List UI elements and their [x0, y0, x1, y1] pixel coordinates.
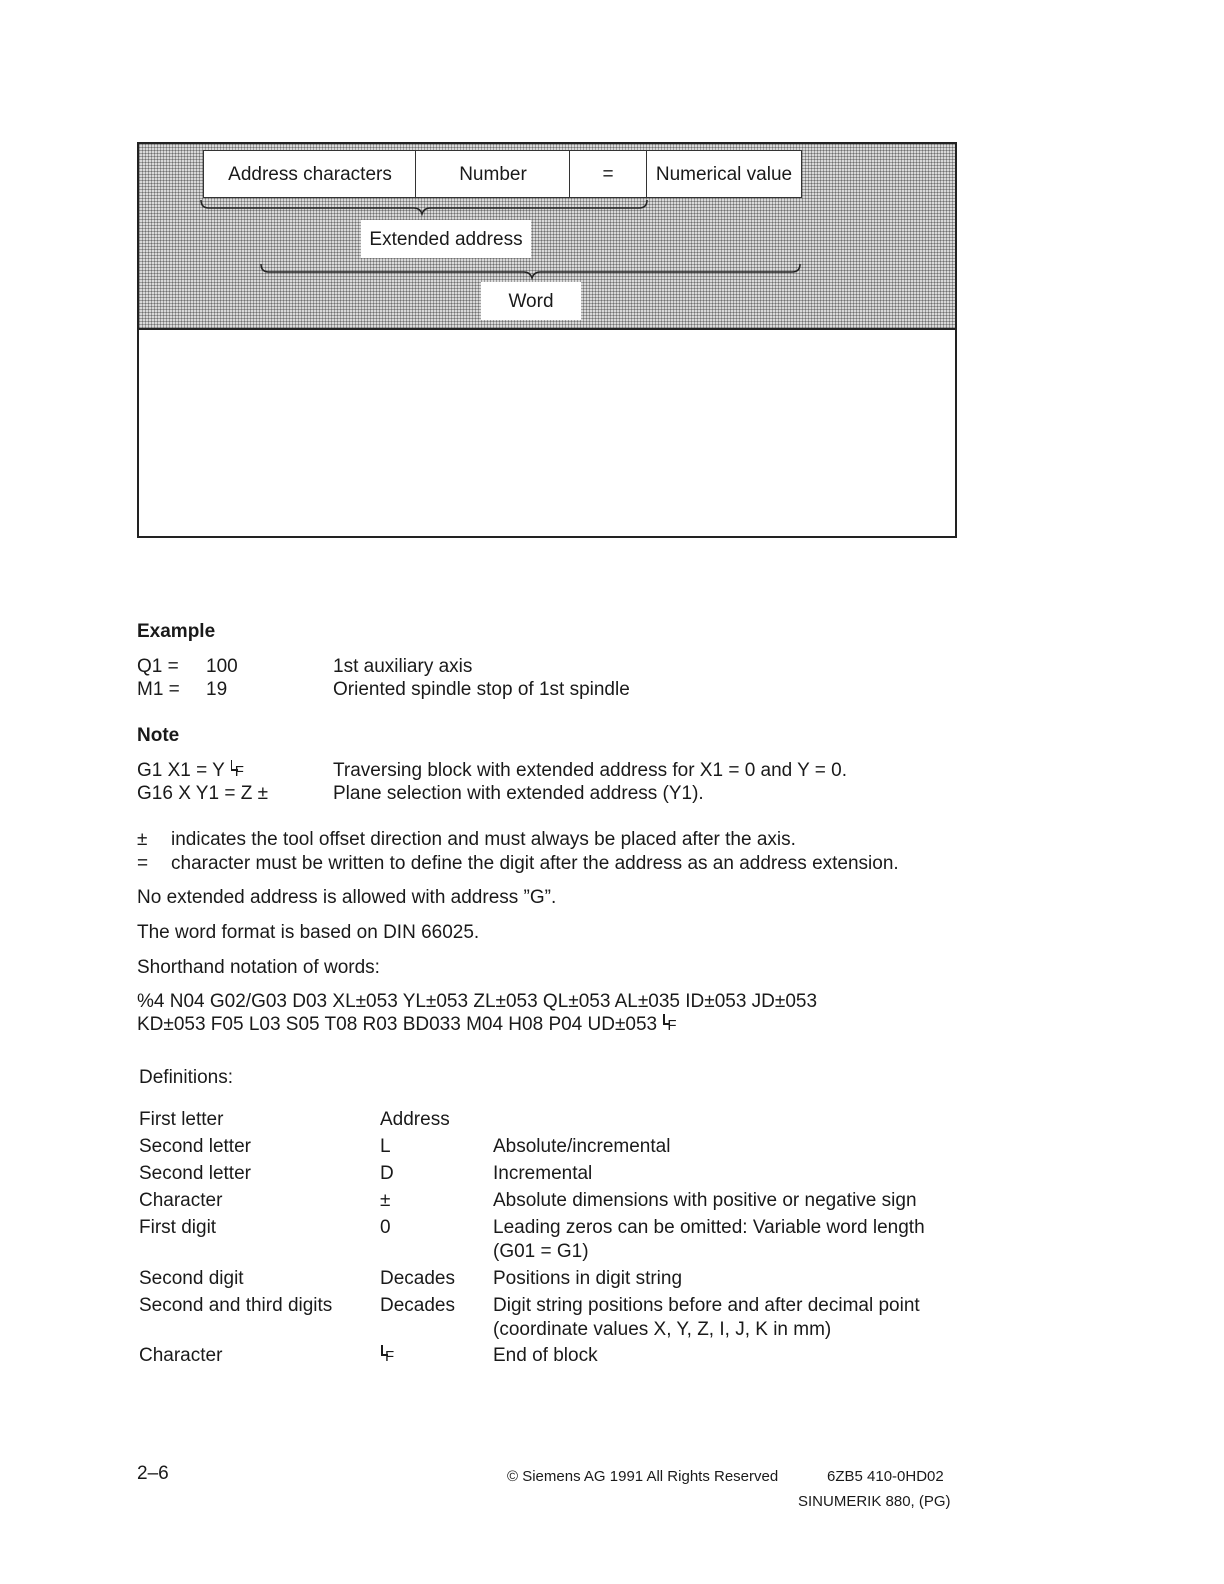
note-row-2-desc: Plane selection with extended address (Y1). — [333, 783, 704, 804]
definitions-heading: Definitions: — [139, 1067, 233, 1088]
note-row-1-desc: Traversing block with extended address for X1 = 0 and Y = 0. — [333, 760, 848, 781]
def-symbol: 0 — [380, 1217, 391, 1238]
example-row-1-desc: 1st auxiliary axis — [333, 656, 473, 677]
def-meaning: Incremental — [493, 1163, 593, 1184]
note-row-1-code — [137, 759, 246, 782]
def-meaning: Absolute dimensions with positive or negative sign — [493, 1190, 917, 1211]
def-term: Character — [139, 1190, 223, 1211]
def-symbol: D — [380, 1163, 394, 1184]
para-din: The word format is based on DIN 66025. — [137, 922, 480, 943]
def-term: Character — [139, 1345, 223, 1366]
def-meaning-cont: (G01 = G1) — [493, 1241, 589, 1262]
equals-label: = — [602, 163, 614, 185]
def-term: Second letter — [139, 1163, 251, 1184]
line-feed-symbol: F — [662, 1014, 678, 1034]
def-term: Second and third digits — [139, 1295, 333, 1316]
def-meaning: Absolute/incremental — [493, 1136, 671, 1157]
symbol-plusminus-text: indicates the tool offset direction and must always be placed after the axis. — [171, 829, 796, 850]
number-label: Number — [459, 163, 527, 185]
def-symbol: Address — [380, 1109, 450, 1130]
def-symbol: Decades — [380, 1268, 455, 1289]
symbol-equals-text: character must be written to define the digit after the address as an address extension. — [171, 853, 899, 874]
def-meaning-cont: (coordinate values X, Y, Z, I, J, K in mm) — [493, 1319, 832, 1340]
para-shorthand: Shorthand notation of words: — [137, 957, 380, 978]
copyright-notice: © Siemens AG 1991 All Rights Reserved — [507, 1468, 779, 1485]
def-meaning: Digit string positions before and after decimal point — [493, 1295, 920, 1316]
def-meaning: Leading zeros can be omitted: Variable word length — [493, 1217, 925, 1238]
example-row-1-code: Q1 = — [137, 656, 179, 677]
product-name: SINUMERIK 880, (PG) — [798, 1493, 951, 1510]
order-number: 6ZB5 410-0HD02 — [827, 1468, 944, 1485]
def-term: Second letter — [139, 1136, 251, 1157]
note-row-1-code-text: G1 X1 = Y — [137, 760, 225, 781]
extended-address-label-box — [361, 220, 531, 258]
example-heading: Example — [137, 621, 216, 642]
def-term: Second digit — [139, 1268, 244, 1289]
example-row-2-desc: Oriented spindle stop of 1st spindle — [333, 679, 630, 700]
note-heading: Note — [137, 725, 180, 746]
def-symbol: ± — [380, 1190, 391, 1211]
example-row-2-value: 19 — [206, 679, 228, 700]
para-no-extended-address: No extended address is allowed with address ”G”. — [137, 887, 557, 908]
def-symbol: Decades — [380, 1295, 455, 1316]
word-label-box — [481, 282, 581, 320]
def-meaning: End of block — [493, 1345, 598, 1366]
word-structure-figure — [137, 142, 957, 538]
word-label: Word — [508, 290, 554, 312]
word-brace — [261, 264, 800, 278]
shorthand-line-2 — [137, 1013, 678, 1036]
symbol-plusminus: ± — [137, 829, 148, 850]
extended-address-label: Extended address — [369, 228, 523, 250]
address-characters-label: Address characters — [228, 163, 392, 185]
line-feed-symbol: F — [230, 760, 246, 780]
def-term: First letter — [139, 1109, 224, 1130]
numerical-value-label: Numerical value — [655, 163, 793, 185]
def-term: First digit — [139, 1217, 217, 1238]
shorthand-line-2-text: KD±053 F05 L03 S05 T08 R03 BD033 M04 H08 P04 UD±053 — [137, 1014, 658, 1035]
def-meaning: Positions in digit string — [493, 1268, 683, 1289]
extended-address-brace — [201, 200, 647, 214]
symbol-equals: = — [137, 853, 149, 874]
example-row-2-code: M1 = — [137, 679, 180, 700]
line-feed-symbol: F — [380, 1345, 396, 1365]
shorthand-line-1: %4 N04 G02/G03 D03 XL±053 YL±053 ZL±053 QL±053 AL±035 ID±053 JD±053 — [137, 991, 818, 1012]
example-row-1-value: 100 — [206, 656, 238, 677]
def-symbol — [380, 1344, 396, 1367]
note-row-2-code: G16 X Y1 = Z ± — [137, 783, 269, 804]
def-symbol: L — [380, 1136, 391, 1157]
page-number: 2–6 — [137, 1463, 169, 1484]
